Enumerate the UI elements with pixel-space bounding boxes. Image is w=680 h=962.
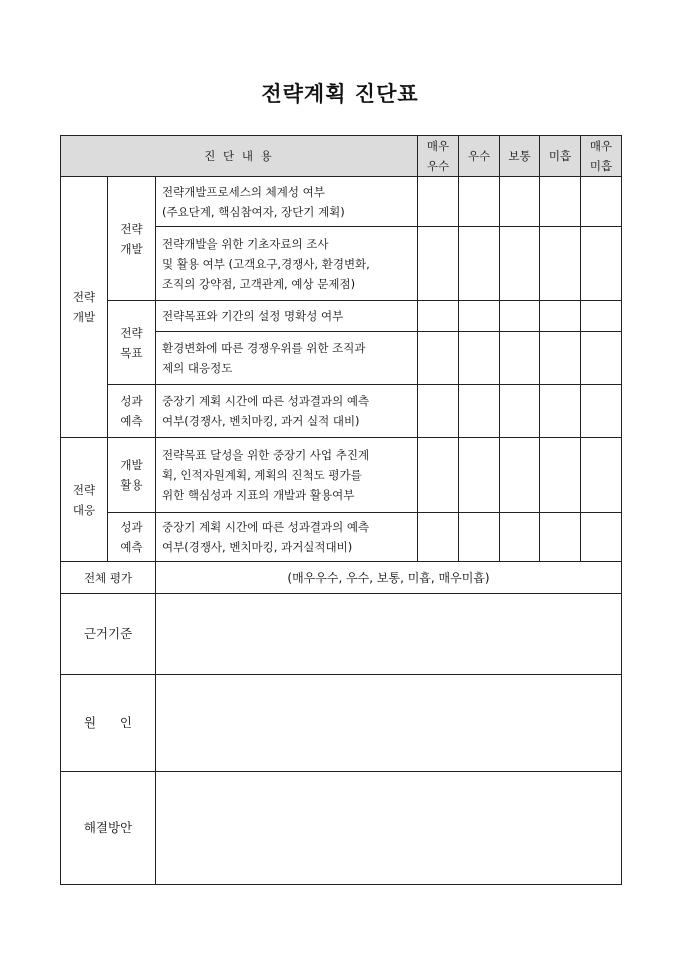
table-row <box>61 385 622 438</box>
rating-cell[interactable] <box>581 438 622 513</box>
group-name: 전략 개발 <box>120 221 143 256</box>
section-name: 전략 개발 <box>72 290 96 324</box>
rating-cell[interactable] <box>581 301 622 332</box>
rating-cell[interactable] <box>500 385 540 438</box>
overall-label: 전체 평가 <box>61 562 156 594</box>
rating-cell[interactable] <box>581 385 622 438</box>
rating-cell[interactable] <box>500 227 540 301</box>
table-row <box>61 438 622 513</box>
item-text <box>156 332 418 385</box>
rating-cell[interactable] <box>540 438 581 513</box>
rating-cell[interactable] <box>500 513 540 562</box>
rating-cell[interactable] <box>418 177 459 227</box>
item-label: 환경변화에 따른 경쟁우위를 위한 조직과 제의 대응정도 <box>162 341 366 375</box>
header-good: 우수 <box>459 136 500 177</box>
rating-cell[interactable] <box>581 332 622 385</box>
rating-cell[interactable] <box>459 438 500 513</box>
item-label: 전략개발을 위한 기초자료의 조사 및 활용 여부 (고객요구,경쟁사, 환경변화, 조직의 강약점, 고객관계, 예상 문제점) <box>162 236 370 291</box>
cause-field[interactable] <box>156 675 622 772</box>
rating-cell[interactable] <box>418 385 459 438</box>
item-label: 전략목표와 기간의 설정 명확성 여부 <box>162 309 344 323</box>
header-poor: 미흡 <box>540 136 581 177</box>
section-label <box>61 177 108 438</box>
group-label <box>108 513 156 562</box>
item-text <box>156 438 418 513</box>
diagnosis-table <box>60 135 622 885</box>
header-content: 진 단 내 용 <box>61 136 418 177</box>
group-name: 성과 예측 <box>120 394 143 428</box>
basis-field[interactable] <box>156 594 622 675</box>
overall-row <box>61 562 622 594</box>
cause-row <box>61 675 622 772</box>
cause-label-text: 원 인 <box>84 715 132 730</box>
table-row <box>61 513 622 562</box>
rating-cell[interactable] <box>540 177 581 227</box>
item-label: 전략목표 달성을 위한 중장기 사업 추진계 획, 인적자원계획, 계획의 진척도 평가를 위한 핵심성과 지표의 개발과 활용여부 <box>162 448 370 502</box>
group-label <box>108 438 156 513</box>
rating-cell[interactable] <box>459 301 500 332</box>
rating-cell[interactable] <box>418 227 459 301</box>
solution-field[interactable] <box>156 772 622 885</box>
section-name: 전략 대응 <box>72 482 96 517</box>
solution-label: 해결방안 <box>61 772 156 885</box>
group-label <box>108 177 156 301</box>
basis-row <box>61 594 622 675</box>
rating-cell[interactable] <box>581 177 622 227</box>
overall-scale[interactable]: (매우우수, 우수, 보통, 미흡, 매우미흡) <box>156 562 622 594</box>
rating-cell[interactable] <box>500 332 540 385</box>
cause-label <box>61 675 156 772</box>
section-label <box>61 438 108 562</box>
rating-cell[interactable] <box>418 301 459 332</box>
group-label <box>108 301 156 385</box>
rating-cell[interactable] <box>459 385 500 438</box>
rating-cell[interactable] <box>540 332 581 385</box>
page-title: 전략계획 진단표 <box>261 81 419 106</box>
solution-row <box>61 772 622 885</box>
item-label: 전략개발프로세스의 체계성 여부 (주요단계, 핵심참여자, 장단기 계획) <box>162 184 345 219</box>
rating-cell[interactable] <box>581 227 622 301</box>
rating-cell[interactable] <box>418 332 459 385</box>
header-average: 보통 <box>500 136 540 177</box>
rating-cell[interactable] <box>500 438 540 513</box>
rating-cell[interactable] <box>581 513 622 562</box>
item-text <box>156 513 418 562</box>
group-name: 개발 활용 <box>120 458 143 492</box>
header-very-good-label: 매우 우수 <box>426 139 450 173</box>
rating-cell[interactable] <box>459 227 500 301</box>
rating-cell[interactable] <box>500 177 540 227</box>
item-text <box>156 301 418 332</box>
header-row <box>61 136 622 177</box>
rating-cell[interactable] <box>459 513 500 562</box>
item-text <box>156 385 418 438</box>
table-row <box>61 301 622 332</box>
rating-cell[interactable] <box>418 513 459 562</box>
header-very-good <box>418 136 459 177</box>
table-row <box>61 177 622 227</box>
header-very-poor <box>581 136 622 177</box>
group-label <box>108 385 156 438</box>
rating-cell[interactable] <box>540 301 581 332</box>
rating-cell[interactable] <box>540 385 581 438</box>
rating-cell[interactable] <box>500 301 540 332</box>
header-very-poor-label: 매우 미흡 <box>589 139 613 173</box>
group-name: 전략 목표 <box>120 325 143 360</box>
item-label: 중장기 계획 시간에 따른 성과결과의 예측 여부(경쟁사, 벤치마킹, 과거실적대비) <box>162 520 370 554</box>
group-name: 성과 예측 <box>120 520 143 554</box>
rating-cell[interactable] <box>540 513 581 562</box>
item-text <box>156 177 418 227</box>
rating-cell[interactable] <box>540 227 581 301</box>
rating-cell[interactable] <box>418 438 459 513</box>
item-text <box>156 227 418 301</box>
rating-cell[interactable] <box>459 177 500 227</box>
basis-label: 근거기준 <box>61 594 156 675</box>
rating-cell[interactable] <box>459 332 500 385</box>
item-label: 중장기 계획 시간에 따른 성과결과의 예측 여부(경쟁사, 벤치마킹, 과거 실적 대비) <box>162 394 370 428</box>
